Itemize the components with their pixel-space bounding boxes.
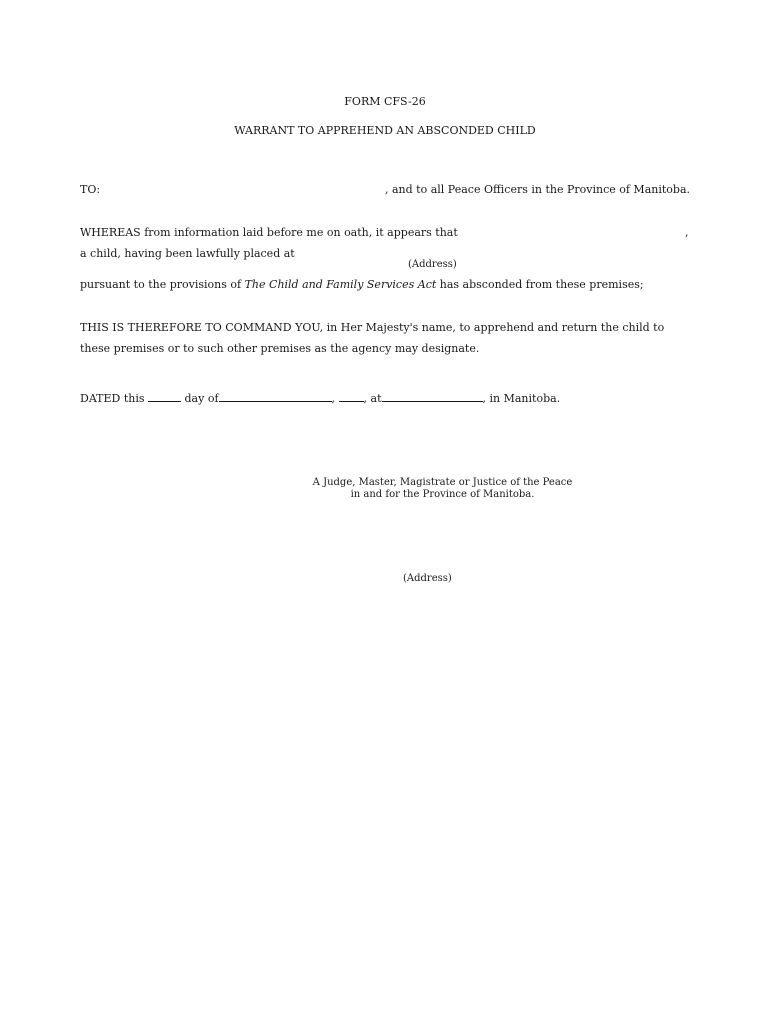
dated-suffix: , in Manitoba.	[482, 392, 561, 405]
whereas-line-2: a child, having been lawfully placed at	[80, 247, 295, 260]
bottom-address-caption: (Address)	[403, 573, 452, 584]
day-blank[interactable]	[148, 391, 181, 402]
form-title: WARRANT TO APPREHEND AN ABSCONDED CHILD	[234, 124, 536, 137]
whereas-line-3-suffix: has absconded from these premises;	[436, 278, 644, 291]
signature-line-1: A Judge, Master, Magistrate or Justice of the Peace	[312, 477, 573, 488]
whereas-line-1-comma: ,	[685, 226, 689, 239]
command-line-2: these premises or to such other premises as the agency may designate.	[80, 342, 480, 355]
to-label: TO:	[80, 183, 101, 196]
to-line-suffix: , and to all Peace Officers in the Province of Manitoba.	[385, 183, 690, 196]
month-blank[interactable]	[219, 391, 332, 402]
address-caption: (Address)	[408, 259, 457, 270]
signature-line-2: in and for the Province of Manitoba.	[350, 489, 535, 500]
year-blank[interactable]	[339, 391, 364, 402]
whereas-line-3-prefix: pursuant to the provisions of	[80, 278, 245, 291]
dated-day-of: day of	[181, 392, 219, 405]
dated-at: , at	[363, 392, 382, 405]
dated-comma: ,	[331, 392, 339, 405]
whereas-line-3	[80, 278, 644, 291]
dated-line	[80, 391, 560, 405]
whereas-line-1: WHEREAS from information laid before me on oath, it appears that	[80, 226, 458, 239]
dated-prefix: DATED this	[80, 392, 149, 405]
act-name: The Child and Family Services Act	[244, 278, 437, 291]
place-blank[interactable]	[382, 391, 483, 402]
command-line-1: THIS IS THEREFORE TO COMMAND YOU, in Her Majesty's name, to apprehend and return the child to	[80, 321, 665, 334]
form-number: FORM CFS-26	[344, 95, 426, 108]
